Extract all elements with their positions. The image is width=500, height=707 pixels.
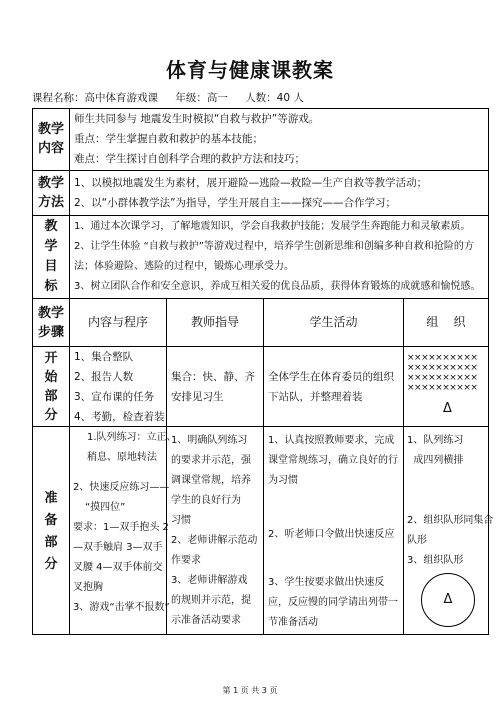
start-teacher-cell <box>166 346 264 427</box>
prep-org-line <box>407 491 488 511</box>
prep-student-line <box>268 511 403 525</box>
start-label-cell <box>32 346 70 427</box>
start-label-line: 部 <box>44 389 58 404</box>
start-label-line: 始 <box>44 370 58 385</box>
student-count: 人数：40 人 <box>245 92 304 104</box>
prep-content-line: 2、快速反应练习—— <box>73 482 170 493</box>
content-label-line: 内容 <box>37 141 64 156</box>
prep-student-line <box>268 491 403 511</box>
start-org-cell <box>403 346 489 427</box>
col-header-content: 内容与程序 <box>69 298 167 347</box>
prep-org-line: 2、组织队形同集合 <box>407 515 494 526</box>
start-student-line: 下站队，并整理着装 <box>268 391 363 403</box>
goals-line: 2、让学生体验 “自救与救护”等游戏过程中，培养学生创新思维和创编多种自救和抢险的方 <box>74 241 474 252</box>
goals-line: 1、通过本次课学习，了解地震知识，学会自我救护技能；发展学生奔跑能力和灵敏素质。 <box>74 221 471 232</box>
prep-student-line: 3、学生按要求做出快速反 <box>268 577 385 588</box>
start-teacher-line: 安排见习生 <box>171 391 224 403</box>
prep-content-line: —双手触肩 3—双手 <box>73 542 163 553</box>
grade: 年级：高一 <box>175 92 228 104</box>
prep-label-cell <box>32 426 70 635</box>
methods-line: 2、以“小群体教学法”为指导，学生开展自主——探究——合作学习； <box>74 197 397 209</box>
formation-row: ×××××××××× <box>407 383 478 393</box>
steps-label-line: 教学 <box>37 306 64 321</box>
prep-label-line: 分 <box>44 557 58 572</box>
col-header-student: 学生活动 <box>263 298 404 347</box>
prep-teacher-line: 的要求并示范，强 <box>171 455 251 466</box>
formation-row: ×××××××××× <box>407 363 478 373</box>
prep-student-line <box>268 545 403 565</box>
goals-line: 3、树立团队合作和安全意识，养成互相关爱的优良品质，获得体育锻炼的成就感和愉悦感。 <box>74 281 481 292</box>
prep-content-line: 叉腰 4—双手体前交 <box>73 562 163 573</box>
col-header-teacher: 教师指导 <box>166 298 264 347</box>
prep-teacher-line: 的规则并示范，提 <box>171 595 251 606</box>
prep-teacher-line: 3、老师讲解游戏 <box>171 575 248 586</box>
start-content-line: 4、考勤，检查着装 <box>74 411 165 423</box>
methods-label-line: 方法 <box>37 195 64 210</box>
content-line: 师生共同参与 地震发生时模拟“自救与救护”等游戏。 <box>74 113 320 125</box>
prep-content-cell <box>69 426 177 635</box>
prep-student-line: 1、认真按照教师要求，完成 <box>268 435 395 446</box>
prep-student-line: 2、听老师口令做出快速反应 <box>268 529 395 540</box>
prep-org-line: 1、队列练习 <box>407 435 464 446</box>
prep-label-line: 部 <box>44 535 58 550</box>
prep-teacher-line: 调课堂常规，培养 <box>171 475 251 486</box>
prep-content-line <box>73 468 166 478</box>
teacher-triangle: Δ <box>443 592 453 607</box>
start-content-line: 2、报告人数 <box>74 371 134 383</box>
start-teacher-line: 集合：快、静、齐 <box>171 371 255 383</box>
prep-teacher-line: 2、老师讲解示范动 <box>171 535 258 546</box>
prep-student-line: 课堂常规练习，确立良好的行 <box>268 455 398 466</box>
prep-teacher-cell <box>166 426 264 635</box>
prep-content-line: 叉抱胸 <box>73 582 103 593</box>
methods-label-line: 教学 <box>37 176 64 191</box>
methods-label-cell <box>32 170 70 216</box>
prep-content-line: 稍息、原地转法 <box>87 452 157 463</box>
start-student-line: 全体学生在体育委员的组织 <box>268 371 394 383</box>
prep-teacher-line: 1、明确队列练习 <box>171 435 248 446</box>
content-label-line: 教学 <box>37 122 64 137</box>
formation-row: ×××××××××× <box>407 353 478 363</box>
prep-student-line: 应，反应慢的同学请出列带一 <box>268 597 398 608</box>
page-title: 体育与健康课教案 <box>166 58 334 82</box>
prep-student-line: 节准备活动 <box>268 617 318 628</box>
prep-org-line: 3、组织队形 <box>407 555 464 566</box>
prep-student-line <box>268 565 403 573</box>
prep-org-line: 成四列横排 <box>407 455 464 466</box>
prep-content-line: 3、游戏“击掌不报数” <box>73 602 170 613</box>
content-line: 重点：学生掌握自救和救护的基本技能； <box>74 133 263 145</box>
prep-content-line: 1.队列练习：立正、 <box>87 432 177 443</box>
prep-teacher-line: 示准备活动要求 <box>171 615 241 626</box>
formation-circle <box>421 573 475 627</box>
teacher-triangle: Δ <box>443 401 452 416</box>
methods-cell <box>69 170 489 216</box>
course-info <box>32 90 318 105</box>
start-label-line: 分 <box>44 408 58 423</box>
start-label-line: 开 <box>44 351 58 366</box>
content-cell <box>69 108 489 171</box>
prep-student-cell <box>263 426 404 635</box>
methods-line: 1、以模拟地震发生为素材，展开避险—逃险—救险—生产自救等教学活动； <box>74 177 428 189</box>
formation-row: ×××××××××× <box>407 373 478 383</box>
prep-label-line: 备 <box>44 513 58 528</box>
steps-label-cell <box>32 298 70 347</box>
col-header-org: 组 织 <box>403 298 489 347</box>
prep-teacher-line: 习惯 <box>171 515 191 526</box>
prep-content-line: 要求：1—双手抱头 2 <box>73 522 169 533</box>
prep-content-line: “摸四位” <box>85 502 126 513</box>
content-line: 难点：学生探讨自创科学合理的救护方法和技巧； <box>74 153 305 165</box>
page-footer: 第 1 页 共 3 页 <box>222 686 278 695</box>
start-content-line: 3、宣布课的任务 <box>74 391 155 403</box>
steps-label-line: 步骤 <box>37 325 64 340</box>
prep-label-line: 准 <box>44 491 58 506</box>
goals-label-line: 目 <box>44 259 58 274</box>
prep-org-line <box>407 471 488 491</box>
goals-label-line: 教 <box>44 219 58 234</box>
prep-teacher-line: 作要求 <box>171 555 201 566</box>
start-content-cell <box>69 346 167 427</box>
prep-student-line: 为习惯 <box>268 475 298 486</box>
goals-label-cell <box>32 215 70 299</box>
prep-org-cell <box>403 426 494 635</box>
goals-line: 法；体验避险、逃险的过程中，锻炼心理承受力。 <box>74 261 294 272</box>
goals-cell <box>69 215 489 299</box>
course-name: 课程名称：高中体育游戏课 <box>32 92 158 104</box>
start-content-line: 1、集合整队 <box>74 351 134 363</box>
start-student-cell <box>263 346 404 427</box>
goals-label-line: 学 <box>44 239 58 254</box>
prep-teacher-line: 学生的良好行为 <box>171 495 241 506</box>
content-label-cell <box>32 108 70 171</box>
goals-label-line: 标 <box>44 279 58 294</box>
prep-org-line: 队形 <box>407 535 427 546</box>
